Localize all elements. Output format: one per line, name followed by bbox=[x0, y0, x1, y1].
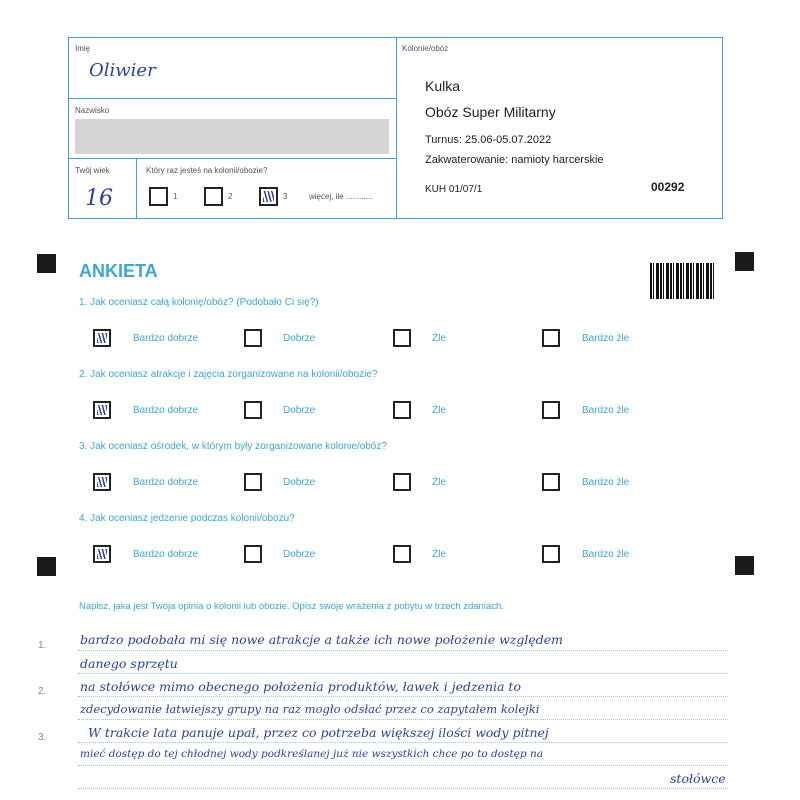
accommodation-label: Zakwaterowanie: bbox=[425, 154, 509, 166]
accommodation bbox=[425, 154, 604, 166]
line-number: 3. bbox=[38, 732, 47, 743]
divider bbox=[69, 158, 396, 159]
survey-title: ANKIETA bbox=[79, 261, 158, 281]
divider bbox=[69, 98, 396, 99]
accommodation-value: namioty harcerskie bbox=[511, 154, 604, 166]
writing-line bbox=[78, 650, 728, 651]
divider bbox=[396, 38, 397, 218]
camp-name: Kulka bbox=[425, 78, 461, 94]
q2-option-bardzo-dobrze-label: Bardzo dobrze bbox=[133, 405, 199, 416]
q3-option-bardzo-dobrze-checkbox[interactable] bbox=[93, 473, 111, 491]
age-value[interactable]: 16 bbox=[85, 186, 113, 211]
q3-option-bardzo-dobrze-label: Bardzo dobrze bbox=[133, 477, 199, 488]
turnus-value: 25.06-05.07.2022 bbox=[464, 134, 552, 146]
name-label: Imię bbox=[75, 44, 91, 53]
q1-option-dobrze-label: Dobrze bbox=[283, 333, 316, 344]
barcode-image bbox=[650, 263, 714, 299]
q1-option-zle-checkbox[interactable] bbox=[393, 329, 411, 347]
registration-marker bbox=[37, 557, 56, 576]
handwritten-line[interactable]: bardzo podobała mi się nowe atrakcje a także ich nowe położenie względem bbox=[80, 632, 564, 647]
surname-label: Nazwisko bbox=[75, 106, 110, 115]
writing-line bbox=[78, 765, 728, 766]
registration-marker bbox=[735, 252, 754, 271]
times-option-more: więcej, ile ............ bbox=[309, 192, 373, 201]
handwritten-line[interactable]: zdecydowanie łatwiejszy grupy na raz mogło odsłać przez co zapytałem kolejki bbox=[80, 702, 540, 716]
q4-option-dobrze-checkbox[interactable] bbox=[244, 545, 262, 563]
registration-marker bbox=[735, 556, 754, 575]
times-option-2: 2 bbox=[228, 192, 233, 201]
q4-option-zle-checkbox[interactable] bbox=[393, 545, 411, 563]
q2-option-dobrze-checkbox[interactable] bbox=[244, 401, 262, 419]
q3-option-zle-label: Źle bbox=[432, 477, 446, 488]
q2-option-zle-label: Źle bbox=[432, 405, 446, 416]
age-label: Twój wiek bbox=[75, 166, 110, 175]
times-question: Który raz jesteś na kolonii/obozie? bbox=[146, 166, 268, 175]
question-4: 4. Jak oceniasz jedzenie podczas kolonii/obozu? bbox=[79, 513, 295, 524]
q4-option-bardzo-zle-checkbox[interactable] bbox=[542, 545, 560, 563]
times-option-1: 1 bbox=[173, 192, 178, 201]
handwritten-line[interactable]: mieć dostęp do tej chłodnej wody podkreślanej już nie wszystkich chce po to dostęp na bbox=[80, 748, 543, 760]
q2-option-bardzo-zle-label: Bardzo źle bbox=[582, 405, 630, 416]
name-value[interactable]: Oliwier bbox=[89, 60, 156, 81]
divider bbox=[136, 158, 137, 218]
q4-option-bardzo-zle-label: Bardzo źle bbox=[582, 549, 630, 560]
times-checkbox-1[interactable] bbox=[149, 187, 168, 206]
q3-option-dobrze-label: Dobrze bbox=[283, 477, 316, 488]
writing-line bbox=[78, 788, 728, 789]
line-number: 1. bbox=[38, 640, 47, 651]
q1-option-dobrze-checkbox[interactable] bbox=[244, 329, 262, 347]
question-3: 3. Jak oceniasz ośrodek, w którym były zorganizowane kolonie/obóz? bbox=[79, 441, 387, 452]
turnus-label: Turnus: bbox=[425, 134, 462, 146]
camp-label: Kolonie/obóz bbox=[402, 44, 449, 53]
registration-marker bbox=[37, 254, 56, 273]
times-option-3: 3 bbox=[283, 192, 288, 201]
q1-option-bardzo-dobrze-checkbox[interactable] bbox=[93, 329, 111, 347]
question-1: 1. Jak oceniasz całą kolonię/obóz? (Podobało Ci się?) bbox=[79, 297, 319, 308]
writing-line bbox=[78, 673, 728, 674]
handwritten-line[interactable]: stołówce bbox=[670, 771, 726, 786]
writing-line bbox=[78, 719, 728, 720]
q3-option-zle-checkbox[interactable] bbox=[393, 473, 411, 491]
writing-line bbox=[78, 696, 728, 697]
handwritten-line[interactable]: danego sprzętu bbox=[80, 656, 178, 671]
question-2: 2. Jak oceniasz atrakcje i zajęcia zorganizowane na kolonii/obozie? bbox=[79, 369, 378, 380]
handwritten-line[interactable]: na stołówce mimo obecnego położenia produktów, ławek i jedzenia to bbox=[80, 679, 521, 694]
header-form bbox=[68, 37, 723, 219]
writing-line bbox=[78, 742, 728, 743]
q3-option-bardzo-zle-checkbox[interactable] bbox=[542, 473, 560, 491]
surname-redacted bbox=[75, 119, 389, 154]
q2-option-bardzo-zle-checkbox[interactable] bbox=[542, 401, 560, 419]
q2-option-dobrze-label: Dobrze bbox=[283, 405, 316, 416]
q4-option-dobrze-label: Dobrze bbox=[283, 549, 316, 560]
q3-option-dobrze-checkbox[interactable] bbox=[244, 473, 262, 491]
q4-option-zle-label: Źle bbox=[432, 549, 446, 560]
handwritten-line[interactable]: W trakcie lata panuje upał, przez co potrzeba większej ilości wody pitnej bbox=[88, 725, 549, 740]
q4-option-bardzo-dobrze-label: Bardzo dobrze bbox=[133, 549, 199, 560]
q1-option-bardzo-dobrze-label: Bardzo dobrze bbox=[133, 333, 199, 344]
q2-option-zle-checkbox[interactable] bbox=[393, 401, 411, 419]
line-number: 2. bbox=[38, 686, 47, 697]
q1-option-bardzo-zle-checkbox[interactable] bbox=[542, 329, 560, 347]
q1-option-bardzo-zle-label: Bardzo źle bbox=[582, 333, 630, 344]
opinion-prompt: Napisz, jaka jest Twoja opinia o kolonii lub obozie. Opisz swoje wrażenia z pobytu w trzech zdaniach. bbox=[79, 601, 504, 612]
q4-option-bardzo-dobrze-checkbox[interactable] bbox=[93, 545, 111, 563]
camp-code: KUH 01/07/1 bbox=[425, 184, 483, 195]
times-checkbox-3[interactable] bbox=[259, 187, 278, 206]
turnus bbox=[425, 134, 551, 146]
times-checkbox-2[interactable] bbox=[204, 187, 223, 206]
q2-option-bardzo-dobrze-checkbox[interactable] bbox=[93, 401, 111, 419]
q3-option-bardzo-zle-label: Bardzo źle bbox=[582, 477, 630, 488]
form-number: 00292 bbox=[651, 180, 685, 194]
q1-option-zle-label: Źle bbox=[432, 333, 446, 344]
camp-title: Obóz Super Militarny bbox=[425, 104, 556, 120]
